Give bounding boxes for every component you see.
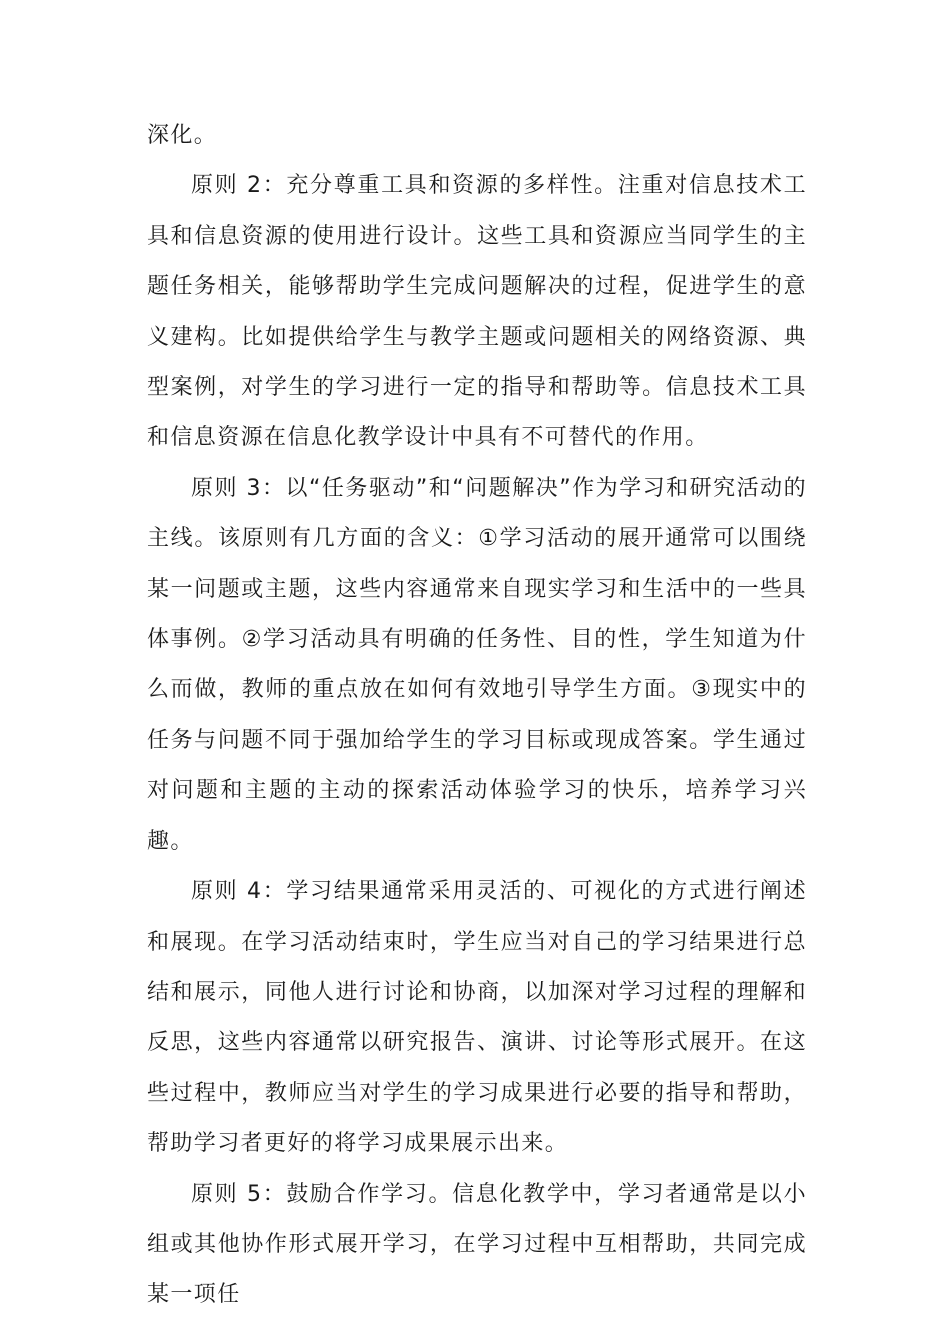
paragraph-principle-5: 原则 5：鼓励合作学习。信息化教学中，学习者通常是以小组或其他协作形式展开学习，在学习过程中互相帮助，共同完成某一项任	[147, 1181, 807, 1308]
paragraph-principle-3: 原则 3：以“任务驱动”和“问题解决”作为学习和研究活动的主线。该原则有几方面的含义：①学习活动的展开通常可以围绕某一问题或主题，这些内容通常来自现实学习和生活中的一些具体事例。②学习活动具有明确的任务性、目的性，学生知道为什么而做，教师的重点放在如何有效地引导学生方面。③现实中的任务与问题不同于强加给学生的学习目标或现成答案。学生通过对问题和主题的主动的探索活动体验学习的快乐，培养学习兴趣。	[147, 475, 807, 854]
paragraph-principle-2: 原则 2：充分尊重工具和资源的多样性。注重对信息技术工具和信息资源的使用进行设计。这些工具和资源应当同学生的主题任务相关，能够帮助学生完成问题解决的过程，促进学生的意义建构。比如提供给学生与教学主题或问题相关的网络资源、典型案例，对学生的学习进行一定的指导和帮助等。信息技术工具和信息资源在信息化教学设计中具有不可替代的作用。	[147, 173, 807, 451]
body-text	[147, 111, 807, 1321]
paragraph-principle-4: 原则 4：学习结果通常采用灵活的、可视化的方式进行阐述和展现。在学习活动结束时，学生应当对自己的学习结果进行总结和展示，同他人进行讨论和协商，以加深对学习过程的理解和反思，这些内容通常以研究报告、演讲、讨论等形式展开。在这些过程中，教师应当对学生的学习成果进行必要的指导和帮助，帮助学习者更好的将学习成果展示出来。	[147, 879, 807, 1157]
paragraph-continuation: 深化。	[147, 123, 218, 148]
